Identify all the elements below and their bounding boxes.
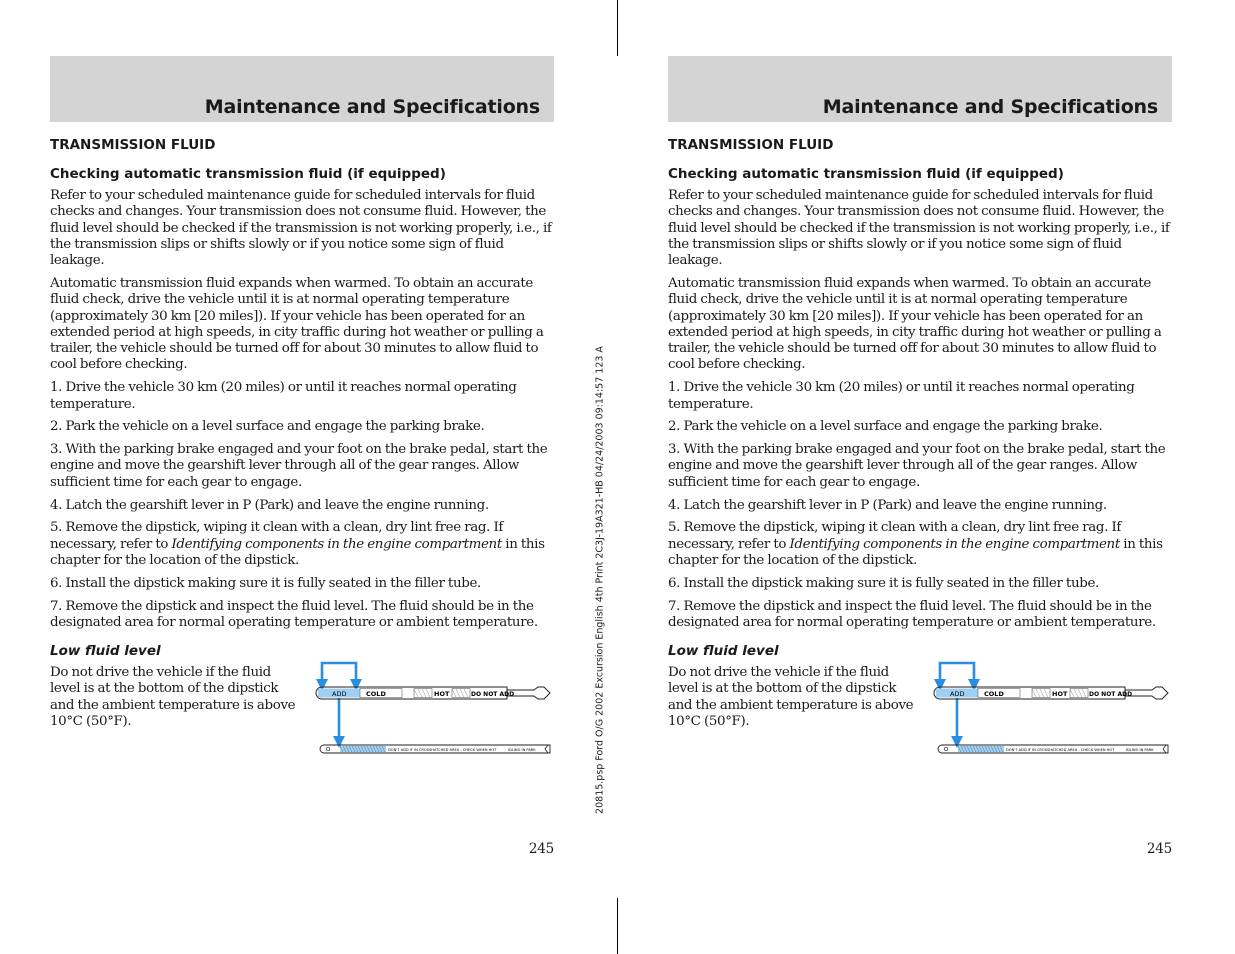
step-6: 6. Install the dipstick making sure it is fully seated in the filler tube. bbox=[50, 575, 481, 591]
step-4: 4. Latch the gearshift lever in P (Park) and leave the engine running. bbox=[668, 497, 1107, 513]
section-title: TRANSMISSION FLUID bbox=[668, 137, 834, 153]
low-fluid-title: Low fluid level bbox=[668, 643, 779, 660]
step-5 bbox=[668, 520, 1172, 569]
dipstick-hot-label: HOT bbox=[1052, 690, 1068, 699]
add-arrow-icon bbox=[934, 663, 980, 748]
header-band bbox=[668, 56, 1172, 122]
step-5-text-a: 5. Remove the dipstick, wiping it clean with a clean, dry lint free rag. If necessary, refer to bbox=[50, 520, 503, 552]
step-2: 2. Park the vehicle on a level surface and engage the parking brake. bbox=[668, 419, 1103, 435]
dipstick-lower bbox=[938, 745, 1168, 753]
step-7: 7. Remove the dipstick and inspect the fluid level. The fluid should be in the designated area for normal operating temperature or ambient temperature. bbox=[668, 598, 1156, 630]
paragraph-intro: Refer to your scheduled maintenance guide for scheduled intervals for fluid checks and changes. Your transmission does not consume fluid. However, the fluid level should be checked if the transmission is not working properly, i.e., if the transmission slips or shifts slowly or if you notice some sign of fluid leakage. bbox=[668, 188, 1170, 269]
dipstick-illustration bbox=[930, 661, 1176, 761]
dipstick-back-text: DON'T ADD IF IN CROSSHATCHED AREA - CHECK WHEN HOT bbox=[1006, 748, 1115, 753]
dipstick-cold-label: COLD bbox=[984, 690, 1004, 699]
dipstick-add-label: ADD bbox=[950, 690, 965, 699]
dipstick-hot-label: HOT bbox=[434, 690, 450, 699]
page-content bbox=[50, 137, 554, 775]
page-number: 245 bbox=[1146, 841, 1172, 857]
step-3: 3. With the parking brake engaged and your foot on the brake pedal, start the engine and move the gearshift lever through all of the gear ranges. Allow sufficient time for each gear to engage. bbox=[668, 442, 1166, 490]
page-right bbox=[668, 0, 1172, 954]
dipstick-do-not-add-label: DO NOT ADD bbox=[1089, 691, 1133, 699]
dipstick-back-text-2: IDLING IN PARK bbox=[1126, 748, 1154, 753]
dipstick-add-label: ADD bbox=[332, 690, 347, 699]
add-arrow-icon bbox=[316, 663, 362, 748]
header-band bbox=[50, 56, 554, 122]
low-fluid-text: Do not drive the vehicle if the fluid level is at the bottom of the dipstick and the ambient temperature is above 10°C (50°F). bbox=[50, 665, 296, 730]
step-5-text-b: in this chapter for the location of the dipstick. bbox=[50, 536, 545, 568]
step-5 bbox=[50, 520, 554, 569]
paragraph-expansion: Automatic transmission fluid expands when warmed. To obtain an accurate fluid check, drive the vehicle until it is at normal operating temperature (approximately 30 km [20 miles]). If your vehicle has been operated for an extended period at high speeds, in city traffic during hot weather or pulling a trailer, the vehicle should be turned off for about 30 minutes to allow fluid to cool before checking. bbox=[50, 275, 544, 373]
low-fluid-block bbox=[50, 665, 554, 775]
dipstick-lower bbox=[320, 745, 550, 753]
low-fluid-block bbox=[668, 665, 1172, 775]
step-7: 7. Remove the dipstick and inspect the fluid level. The fluid should be in the designated area for normal operating temperature or ambient temperature. bbox=[50, 598, 538, 630]
dipstick-upper bbox=[316, 687, 550, 699]
section-title: TRANSMISSION FLUID bbox=[50, 137, 216, 153]
cross-reference-link: Identifying components in the engine compartment bbox=[789, 536, 1120, 552]
step-6: 6. Install the dipstick making sure it is fully seated in the filler tube. bbox=[668, 575, 1099, 591]
subsection-title: Checking automatic transmission fluid (if equipped) bbox=[50, 166, 446, 182]
step-2: 2. Park the vehicle on a level surface and engage the parking brake. bbox=[50, 419, 485, 435]
step-3: 3. With the parking brake engaged and your foot on the brake pedal, start the engine and move the gearshift lever through all of the gear ranges. Allow sufficient time for each gear to engage. bbox=[50, 442, 548, 490]
page-left bbox=[50, 0, 554, 954]
print-slug-text: 20815.psp Ford O/G 2002 Excursion English 4th Print 2C3J-19A321-HB 04/24/2003 09:14:57 123 A bbox=[594, 346, 606, 814]
step-4: 4. Latch the gearshift lever in P (Park) and leave the engine running. bbox=[50, 497, 489, 513]
crop-mark-bottom bbox=[617, 898, 618, 954]
step-1: 1. Drive the vehicle 30 km (20 miles) or until it reaches normal operating temperature. bbox=[668, 380, 1135, 412]
dipstick-illustration bbox=[312, 661, 558, 761]
dipstick-back-text-2: IDLING IN PARK bbox=[508, 748, 536, 753]
low-fluid-title: Low fluid level bbox=[50, 643, 161, 660]
paragraph-expansion: Automatic transmission fluid expands when warmed. To obtain an accurate fluid check, drive the vehicle until it is at normal operating temperature (approximately 30 km [20 miles]). If your vehicle has been operated for an extended period at high speeds, in city traffic during hot weather or pulling a trailer, the vehicle should be turned off for about 30 minutes to allow fluid to cool before checking. bbox=[668, 275, 1162, 373]
header-title: Maintenance and Specifications bbox=[204, 96, 540, 118]
page-number: 245 bbox=[528, 841, 554, 857]
cross-reference-link: Identifying components in the engine compartment bbox=[171, 536, 502, 552]
step-1: 1. Drive the vehicle 30 km (20 miles) or until it reaches normal operating temperature. bbox=[50, 380, 517, 412]
dipstick-upper bbox=[934, 687, 1168, 699]
subsection-title: Checking automatic transmission fluid (if equipped) bbox=[668, 166, 1064, 182]
dipstick-cold-label: COLD bbox=[366, 690, 386, 699]
dipstick-back-text: DON'T ADD IF IN CROSSHATCHED AREA - CHECK WHEN HOT bbox=[388, 748, 497, 753]
paragraph-intro: Refer to your scheduled maintenance guide for scheduled intervals for fluid checks and changes. Your transmission does not consume fluid. However, the fluid level should be checked if the transmission is not working properly, i.e., if the transmission slips or shifts slowly or if you notice some sign of fluid leakage. bbox=[50, 188, 552, 269]
crop-mark-top bbox=[617, 0, 618, 56]
step-5-text-a: 5. Remove the dipstick, wiping it clean with a clean, dry lint free rag. If necessary, refer to bbox=[668, 520, 1121, 552]
page-content bbox=[668, 137, 1172, 775]
dipstick-do-not-add-label: DO NOT ADD bbox=[471, 691, 515, 699]
step-5-text-b: in this chapter for the location of the dipstick. bbox=[668, 536, 1163, 568]
low-fluid-text: Do not drive the vehicle if the fluid level is at the bottom of the dipstick and the ambient temperature is above 10°C (50°F). bbox=[668, 665, 914, 730]
header-title: Maintenance and Specifications bbox=[822, 96, 1158, 118]
